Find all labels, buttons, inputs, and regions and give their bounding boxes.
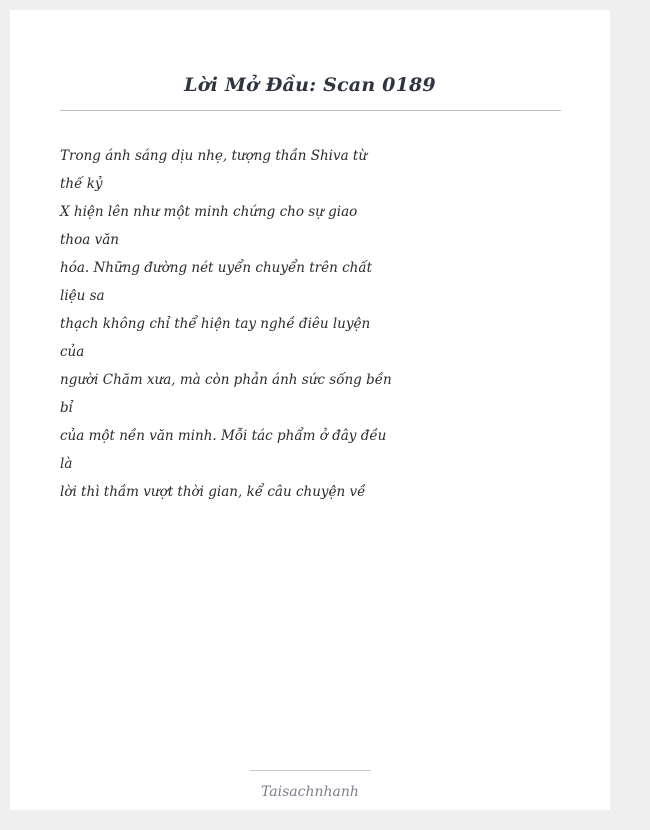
body-line: của một nền văn minh. Mỗi tác phẩm ở đây đều <box>60 428 387 444</box>
body-line: liệu sa <box>60 288 105 304</box>
body-line: hóa. Những đường nét uyển chuyển trên chất <box>60 260 373 276</box>
body-line: lời thì thầm vượt thời gian, kể câu chuyện về <box>60 484 366 500</box>
footer-text: Taisachnhanh <box>261 784 359 800</box>
body-line: X hiện lên như một minh chứng cho sự giao <box>60 204 358 220</box>
body-line: bỉ <box>60 400 73 416</box>
body-line: thoa văn <box>60 232 119 248</box>
body-line: người Chăm xưa, mà còn phản ánh sức sống bền <box>60 372 392 388</box>
footer-divider <box>250 770 371 771</box>
title-divider <box>60 110 561 111</box>
document-page <box>10 10 610 810</box>
body-line: thạch không chỉ thể hiện tay nghề điêu luyện <box>60 316 371 332</box>
body-line: của <box>60 344 85 360</box>
body-line: Trong ánh sáng dịu nhẹ, tượng thần Shiva từ <box>60 148 368 164</box>
body-line: thế kỷ <box>60 176 103 192</box>
body-line: là <box>60 456 73 472</box>
page-title: Lời Mở Đầu: Scan 0189 <box>184 74 436 96</box>
body-text <box>60 142 392 506</box>
